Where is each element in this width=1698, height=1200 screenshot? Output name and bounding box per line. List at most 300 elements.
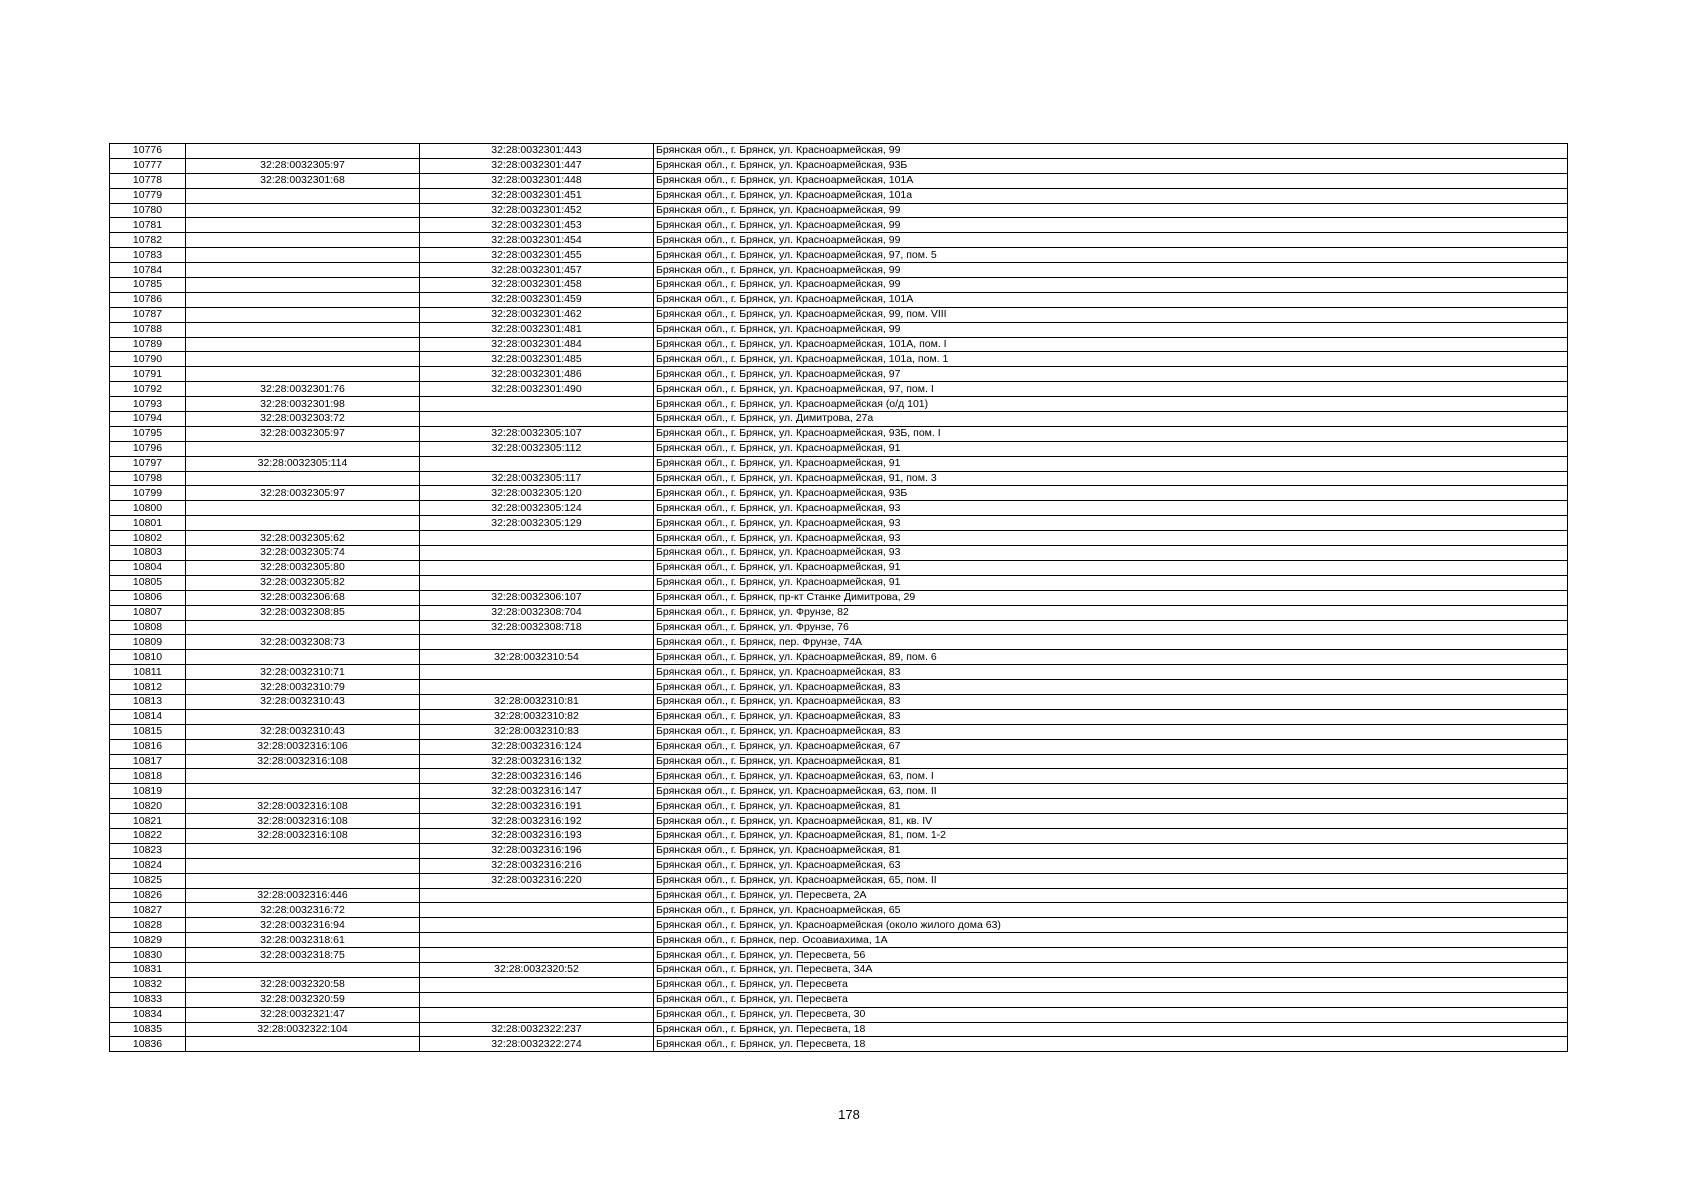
address-cell: Брянская обл., г. Брянск, ул. Красноармейская, 67 (654, 739, 1568, 754)
table-row (110, 203, 1568, 218)
object-cadastral-number-cell: 32:28:0032301:443 (420, 144, 654, 159)
object-cadastral-number-cell (420, 933, 654, 948)
object-cadastral-number-cell: 32:28:0032305:112 (420, 441, 654, 456)
row-number-cell: 10794 (110, 412, 186, 427)
address-cell: Брянская обл., г. Брянск, ул. Красноармейская, 97, пом. 5 (654, 248, 1568, 263)
object-cadastral-number-cell: 32:28:0032301:462 (420, 307, 654, 322)
address-cell: Брянская обл., г. Брянск, ул. Красноармейская, 99 (654, 218, 1568, 233)
row-number-cell: 10798 (110, 471, 186, 486)
land-cadastral-number-cell (186, 709, 420, 724)
address-cell: Брянская обл., г. Брянск, ул. Пересвета, 18 (654, 1037, 1568, 1052)
address-cell: Брянская обл., г. Брянск, ул. Красноармейская, 93Б (654, 486, 1568, 501)
table-row (110, 218, 1568, 233)
object-cadastral-number-cell (420, 977, 654, 992)
land-cadastral-number-cell (186, 278, 420, 293)
row-number-cell: 10824 (110, 858, 186, 873)
object-cadastral-number-cell: 32:28:0032308:704 (420, 605, 654, 620)
land-cadastral-number-cell: 32:28:0032305:97 (186, 158, 420, 173)
table-row (110, 977, 1568, 992)
row-number-cell: 10799 (110, 486, 186, 501)
land-cadastral-number-cell (186, 873, 420, 888)
object-cadastral-number-cell (420, 412, 654, 427)
table-row (110, 337, 1568, 352)
row-number-cell: 10789 (110, 337, 186, 352)
row-number-cell: 10780 (110, 203, 186, 218)
address-cell: Брянская обл., г. Брянск, ул. Красноармейская, 97, пом. I (654, 382, 1568, 397)
address-cell: Брянская обл., г. Брянск, ул. Красноармейская, 81 (654, 843, 1568, 858)
object-cadastral-number-cell: 32:28:0032316:191 (420, 799, 654, 814)
land-cadastral-number-cell (186, 650, 420, 665)
land-cadastral-number-cell: 32:28:0032316:446 (186, 888, 420, 903)
address-cell: Брянская обл., г. Брянск, ул. Фрунзе, 76 (654, 620, 1568, 635)
object-cadastral-number-cell: 32:28:0032301:451 (420, 188, 654, 203)
address-cell: Брянская обл., г. Брянск, ул. Красноармейская, 65, пом. II (654, 873, 1568, 888)
object-cadastral-number-cell: 32:28:0032310:83 (420, 724, 654, 739)
object-cadastral-number-cell: 32:28:0032301:455 (420, 248, 654, 263)
table-row (110, 471, 1568, 486)
row-number-cell: 10826 (110, 888, 186, 903)
land-cadastral-number-cell: 32:28:0032301:68 (186, 173, 420, 188)
row-number-cell: 10777 (110, 158, 186, 173)
row-number-cell: 10835 (110, 1022, 186, 1037)
table-row (110, 694, 1568, 709)
object-cadastral-number-cell (420, 918, 654, 933)
land-cadastral-number-cell: 32:28:0032305:62 (186, 531, 420, 546)
table-row (110, 426, 1568, 441)
object-cadastral-number-cell: 32:28:0032316:147 (420, 784, 654, 799)
row-number-cell: 10804 (110, 560, 186, 575)
row-number-cell: 10808 (110, 620, 186, 635)
row-number-cell: 10787 (110, 307, 186, 322)
address-cell: Брянская обл., г. Брянск, ул. Красноармейская, 83 (654, 724, 1568, 739)
land-cadastral-number-cell (186, 233, 420, 248)
land-cadastral-number-cell (186, 307, 420, 322)
row-number-cell: 10815 (110, 724, 186, 739)
row-number-cell: 10802 (110, 531, 186, 546)
object-cadastral-number-cell: 32:28:0032320:52 (420, 962, 654, 977)
table-row (110, 173, 1568, 188)
table-row (110, 799, 1568, 814)
address-cell: Брянская обл., г. Брянск, ул. Красноармейская (около жилого дома 63) (654, 918, 1568, 933)
row-number-cell: 10811 (110, 665, 186, 680)
address-cell: Брянская обл., г. Брянск, ул. Красноармейская, 93Б (654, 158, 1568, 173)
address-cell: Брянская обл., г. Брянск, ул. Красноармейская, 93 (654, 516, 1568, 531)
land-cadastral-number-cell: 32:28:0032316:72 (186, 903, 420, 918)
object-cadastral-number-cell: 32:28:0032305:120 (420, 486, 654, 501)
address-cell: Брянская обл., г. Брянск, ул. Красноармейская, 91, пом. 3 (654, 471, 1568, 486)
table-row (110, 620, 1568, 635)
row-number-cell: 10829 (110, 933, 186, 948)
row-number-cell: 10806 (110, 590, 186, 605)
address-cell: Брянская обл., г. Брянск, ул. Красноармейская, 99 (654, 203, 1568, 218)
address-cell: Брянская обл., г. Брянск, ул. Красноармейская, 91 (654, 560, 1568, 575)
row-number-cell: 10832 (110, 977, 186, 992)
address-cell: Брянская обл., г. Брянск, ул. Фрунзе, 82 (654, 605, 1568, 620)
land-cadastral-number-cell: 32:28:0032308:85 (186, 605, 420, 620)
registry-table-body (110, 144, 1568, 1052)
address-cell: Брянская обл., г. Брянск, ул. Красноармейская, 99 (654, 322, 1568, 337)
table-row (110, 680, 1568, 695)
row-number-cell: 10776 (110, 144, 186, 159)
land-cadastral-number-cell: 32:28:0032320:58 (186, 977, 420, 992)
object-cadastral-number-cell: 32:28:0032308:718 (420, 620, 654, 635)
table-row (110, 724, 1568, 739)
address-cell: Брянская обл., г. Брянск, ул. Пересвета, 34А (654, 962, 1568, 977)
object-cadastral-number-cell (420, 1007, 654, 1022)
object-cadastral-number-cell: 32:28:0032301:486 (420, 367, 654, 382)
object-cadastral-number-cell: 32:28:0032322:274 (420, 1037, 654, 1052)
table-row (110, 263, 1568, 278)
object-cadastral-number-cell: 32:28:0032305:129 (420, 516, 654, 531)
row-number-cell: 10778 (110, 173, 186, 188)
table-row (110, 903, 1568, 918)
table-row (110, 1037, 1568, 1052)
address-cell: Брянская обл., г. Брянск, ул. Красноармейская, 101А (654, 292, 1568, 307)
land-cadastral-number-cell: 32:28:0032321:47 (186, 1007, 420, 1022)
land-cadastral-number-cell: 32:28:0032310:71 (186, 665, 420, 680)
table-row (110, 992, 1568, 1007)
land-cadastral-number-cell (186, 441, 420, 456)
land-cadastral-number-cell: 32:28:0032316:108 (186, 828, 420, 843)
land-cadastral-number-cell (186, 516, 420, 531)
row-number-cell: 10795 (110, 426, 186, 441)
address-cell: Брянская обл., г. Брянск, ул. Красноармейская, 99 (654, 263, 1568, 278)
row-number-cell: 10822 (110, 828, 186, 843)
object-cadastral-number-cell: 32:28:0032301:447 (420, 158, 654, 173)
object-cadastral-number-cell (420, 903, 654, 918)
land-cadastral-number-cell (186, 337, 420, 352)
table-row (110, 546, 1568, 561)
land-cadastral-number-cell: 32:28:0032306:68 (186, 590, 420, 605)
land-cadastral-number-cell (186, 962, 420, 977)
table-row (110, 843, 1568, 858)
object-cadastral-number-cell: 32:28:0032301:454 (420, 233, 654, 248)
table-row (110, 233, 1568, 248)
land-cadastral-number-cell (186, 620, 420, 635)
table-row (110, 307, 1568, 322)
object-cadastral-number-cell (420, 560, 654, 575)
land-cadastral-number-cell (186, 784, 420, 799)
row-number-cell: 10785 (110, 278, 186, 293)
address-cell: Брянская обл., г. Брянск, ул. Пересвета, 30 (654, 1007, 1568, 1022)
table-row (110, 873, 1568, 888)
table-row (110, 248, 1568, 263)
address-cell: Брянская обл., г. Брянск, ул. Красноармейская, 83 (654, 680, 1568, 695)
land-cadastral-number-cell: 32:28:0032303:72 (186, 412, 420, 427)
object-cadastral-number-cell (420, 635, 654, 650)
table-row (110, 397, 1568, 412)
row-number-cell: 10784 (110, 263, 186, 278)
row-number-cell: 10809 (110, 635, 186, 650)
object-cadastral-number-cell (420, 531, 654, 546)
land-cadastral-number-cell: 32:28:0032305:114 (186, 456, 420, 471)
object-cadastral-number-cell: 32:28:0032316:196 (420, 843, 654, 858)
table-row (110, 605, 1568, 620)
table-row (110, 784, 1568, 799)
address-cell: Брянская обл., г. Брянск, пер. Фрунзе, 74А (654, 635, 1568, 650)
object-cadastral-number-cell: 32:28:0032301:490 (420, 382, 654, 397)
address-cell: Брянская обл., г. Брянск, ул. Пересвета, 18 (654, 1022, 1568, 1037)
object-cadastral-number-cell: 32:28:0032316:216 (420, 858, 654, 873)
table-row (110, 918, 1568, 933)
object-cadastral-number-cell: 32:28:0032301:484 (420, 337, 654, 352)
page-number: 178 (838, 1107, 860, 1122)
address-cell: Брянская обл., г. Брянск, ул. Красноармейская, 81, кв. IV (654, 814, 1568, 829)
land-cadastral-number-cell (186, 352, 420, 367)
address-cell: Брянская обл., г. Брянск, ул. Пересвета, 56 (654, 948, 1568, 963)
object-cadastral-number-cell (420, 665, 654, 680)
table-row (110, 650, 1568, 665)
object-cadastral-number-cell (420, 397, 654, 412)
table-row (110, 441, 1568, 456)
land-cadastral-number-cell: 32:28:0032305:74 (186, 546, 420, 561)
row-number-cell: 10813 (110, 694, 186, 709)
registry-table (109, 143, 1568, 1052)
land-cadastral-number-cell: 32:28:0032305:82 (186, 575, 420, 590)
address-cell: Брянская обл., г. Брянск, ул. Красноармейская, 63 (654, 858, 1568, 873)
table-row (110, 501, 1568, 516)
table-row (110, 709, 1568, 724)
row-number-cell: 10810 (110, 650, 186, 665)
object-cadastral-number-cell: 32:28:0032316:132 (420, 754, 654, 769)
address-cell: Брянская обл., г. Брянск, ул. Пересвета (654, 977, 1568, 992)
row-number-cell: 10821 (110, 814, 186, 829)
object-cadastral-number-cell: 32:28:0032301:459 (420, 292, 654, 307)
row-number-cell: 10817 (110, 754, 186, 769)
object-cadastral-number-cell: 32:28:0032316:193 (420, 828, 654, 843)
table-row (110, 531, 1568, 546)
land-cadastral-number-cell: 32:28:0032301:98 (186, 397, 420, 412)
object-cadastral-number-cell (420, 546, 654, 561)
table-row (110, 635, 1568, 650)
land-cadastral-number-cell: 32:28:0032316:106 (186, 739, 420, 754)
row-number-cell: 10805 (110, 575, 186, 590)
table-row (110, 158, 1568, 173)
table-row (110, 188, 1568, 203)
table-row (110, 590, 1568, 605)
row-number-cell: 10816 (110, 739, 186, 754)
object-cadastral-number-cell (420, 456, 654, 471)
object-cadastral-number-cell: 32:28:0032305:107 (420, 426, 654, 441)
address-cell: Брянская обл., г. Брянск, ул. Красноармейская, 83 (654, 709, 1568, 724)
row-number-cell: 10783 (110, 248, 186, 263)
land-cadastral-number-cell (186, 858, 420, 873)
row-number-cell: 10796 (110, 441, 186, 456)
address-cell: Брянская обл., г. Брянск, ул. Пересвета, 2А (654, 888, 1568, 903)
address-cell: Брянская обл., г. Брянск, ул. Красноармейская, 101А, пом. I (654, 337, 1568, 352)
object-cadastral-number-cell: 32:28:0032310:54 (420, 650, 654, 665)
land-cadastral-number-cell: 32:28:0032320:59 (186, 992, 420, 1007)
row-number-cell: 10818 (110, 769, 186, 784)
object-cadastral-number-cell (420, 888, 654, 903)
table-row (110, 858, 1568, 873)
row-number-cell: 10814 (110, 709, 186, 724)
address-cell: Брянская обл., г. Брянск, пер. Осоавиахима, 1А (654, 933, 1568, 948)
address-cell: Брянская обл., г. Брянск, ул. Красноармейская, 89, пом. 6 (654, 650, 1568, 665)
land-cadastral-number-cell (186, 292, 420, 307)
table-row (110, 516, 1568, 531)
address-cell: Брянская обл., г. Брянск, ул. Красноармейская (о/д 101) (654, 397, 1568, 412)
row-number-cell: 10830 (110, 948, 186, 963)
address-cell: Брянская обл., г. Брянск, ул. Красноармейская, 65 (654, 903, 1568, 918)
address-cell: Брянская обл., г. Брянск, ул. Красноармейская, 81, пом. 1-2 (654, 828, 1568, 843)
object-cadastral-number-cell (420, 992, 654, 1007)
land-cadastral-number-cell (186, 322, 420, 337)
address-cell: Брянская обл., г. Брянск, ул. Красноармейская, 83 (654, 665, 1568, 680)
land-cadastral-number-cell: 32:28:0032322:104 (186, 1022, 420, 1037)
address-cell: Брянская обл., г. Брянск, ул. Красноармейская, 91 (654, 575, 1568, 590)
address-cell: Брянская обл., г. Брянск, пр-кт Станке Димитрова, 29 (654, 590, 1568, 605)
address-cell: Брянская обл., г. Брянск, ул. Красноармейская, 63, пом. I (654, 769, 1568, 784)
table-row (110, 828, 1568, 843)
table-row (110, 1007, 1568, 1022)
table-row (110, 412, 1568, 427)
row-number-cell: 10828 (110, 918, 186, 933)
land-cadastral-number-cell (186, 501, 420, 516)
row-number-cell: 10834 (110, 1007, 186, 1022)
address-cell: Брянская обл., г. Брянск, ул. Красноармейская, 101а, пом. 1 (654, 352, 1568, 367)
table-row (110, 888, 1568, 903)
object-cadastral-number-cell: 32:28:0032301:481 (420, 322, 654, 337)
land-cadastral-number-cell: 32:28:0032310:43 (186, 724, 420, 739)
row-number-cell: 10836 (110, 1037, 186, 1052)
row-number-cell: 10790 (110, 352, 186, 367)
row-number-cell: 10831 (110, 962, 186, 977)
address-cell: Брянская обл., г. Брянск, ул. Пересвета (654, 992, 1568, 1007)
row-number-cell: 10797 (110, 456, 186, 471)
address-cell: Брянская обл., г. Брянск, ул. Красноармейская, 91 (654, 456, 1568, 471)
object-cadastral-number-cell: 32:28:0032316:192 (420, 814, 654, 829)
address-cell: Брянская обл., г. Брянск, ул. Красноармейская, 99 (654, 144, 1568, 159)
land-cadastral-number-cell: 32:28:0032310:79 (186, 680, 420, 695)
row-number-cell: 10833 (110, 992, 186, 1007)
object-cadastral-number-cell: 32:28:0032305:124 (420, 501, 654, 516)
address-cell: Брянская обл., г. Брянск, ул. Красноармейская, 99, пом. VIII (654, 307, 1568, 322)
object-cadastral-number-cell (420, 680, 654, 695)
row-number-cell: 10779 (110, 188, 186, 203)
table-row (110, 1022, 1568, 1037)
address-cell: Брянская обл., г. Брянск, ул. Красноармейская, 99 (654, 233, 1568, 248)
address-cell: Брянская обл., г. Брянск, ул. Красноармейская, 93 (654, 546, 1568, 561)
table-row (110, 933, 1568, 948)
row-number-cell: 10803 (110, 546, 186, 561)
row-number-cell: 10801 (110, 516, 186, 531)
land-cadastral-number-cell (186, 1037, 420, 1052)
row-number-cell: 10792 (110, 382, 186, 397)
table-row (110, 278, 1568, 293)
object-cadastral-number-cell: 32:28:0032310:82 (420, 709, 654, 724)
table-row (110, 486, 1568, 501)
row-number-cell: 10781 (110, 218, 186, 233)
land-cadastral-number-cell (186, 203, 420, 218)
address-cell: Брянская обл., г. Брянск, ул. Димитрова, 27а (654, 412, 1568, 427)
table-row (110, 382, 1568, 397)
row-number-cell: 10793 (110, 397, 186, 412)
address-cell: Брянская обл., г. Брянск, ул. Красноармейская, 97 (654, 367, 1568, 382)
land-cadastral-number-cell (186, 263, 420, 278)
object-cadastral-number-cell: 32:28:0032301:458 (420, 278, 654, 293)
object-cadastral-number-cell: 32:28:0032316:124 (420, 739, 654, 754)
land-cadastral-number-cell (186, 218, 420, 233)
table-row (110, 352, 1568, 367)
object-cadastral-number-cell: 32:28:0032310:81 (420, 694, 654, 709)
row-number-cell: 10820 (110, 799, 186, 814)
object-cadastral-number-cell: 32:28:0032301:453 (420, 218, 654, 233)
land-cadastral-number-cell: 32:28:0032301:76 (186, 382, 420, 397)
object-cadastral-number-cell: 32:28:0032316:220 (420, 873, 654, 888)
address-cell: Брянская обл., г. Брянск, ул. Красноармейская, 81 (654, 799, 1568, 814)
row-number-cell: 10823 (110, 843, 186, 858)
land-cadastral-number-cell: 32:28:0032308:73 (186, 635, 420, 650)
row-number-cell: 10786 (110, 292, 186, 307)
address-cell: Брянская обл., г. Брянск, ул. Красноармейская, 93 (654, 531, 1568, 546)
table-row (110, 575, 1568, 590)
row-number-cell: 10788 (110, 322, 186, 337)
object-cadastral-number-cell: 32:28:0032316:146 (420, 769, 654, 784)
table-row (110, 144, 1568, 159)
object-cadastral-number-cell (420, 575, 654, 590)
table-row (110, 292, 1568, 307)
table-row (110, 962, 1568, 977)
land-cadastral-number-cell (186, 367, 420, 382)
land-cadastral-number-cell: 32:28:0032305:80 (186, 560, 420, 575)
land-cadastral-number-cell: 32:28:0032310:43 (186, 694, 420, 709)
table-row (110, 560, 1568, 575)
address-cell: Брянская обл., г. Брянск, ул. Красноармейская, 93 (654, 501, 1568, 516)
land-cadastral-number-cell (186, 769, 420, 784)
row-number-cell: 10791 (110, 367, 186, 382)
object-cadastral-number-cell (420, 948, 654, 963)
table-row (110, 769, 1568, 784)
table-row (110, 665, 1568, 680)
table-row (110, 814, 1568, 829)
land-cadastral-number-cell (186, 843, 420, 858)
land-cadastral-number-cell: 32:28:0032305:97 (186, 426, 420, 441)
land-cadastral-number-cell (186, 144, 420, 159)
address-cell: Брянская обл., г. Брянск, ул. Красноармейская, 99 (654, 278, 1568, 293)
land-cadastral-number-cell (186, 248, 420, 263)
row-number-cell: 10800 (110, 501, 186, 516)
object-cadastral-number-cell: 32:28:0032301:448 (420, 173, 654, 188)
address-cell: Брянская обл., г. Брянск, ул. Красноармейская, 81 (654, 754, 1568, 769)
address-cell: Брянская обл., г. Брянск, ул. Красноармейская, 101а (654, 188, 1568, 203)
land-cadastral-number-cell (186, 471, 420, 486)
row-number-cell: 10819 (110, 784, 186, 799)
table-row (110, 754, 1568, 769)
address-cell: Брянская обл., г. Брянск, ул. Красноармейская, 91 (654, 441, 1568, 456)
object-cadastral-number-cell: 32:28:0032301:452 (420, 203, 654, 218)
object-cadastral-number-cell: 32:28:0032301:457 (420, 263, 654, 278)
row-number-cell: 10782 (110, 233, 186, 248)
row-number-cell: 10812 (110, 680, 186, 695)
object-cadastral-number-cell: 32:28:0032306:107 (420, 590, 654, 605)
object-cadastral-number-cell: 32:28:0032322:237 (420, 1022, 654, 1037)
land-cadastral-number-cell: 32:28:0032316:108 (186, 814, 420, 829)
land-cadastral-number-cell (186, 188, 420, 203)
land-cadastral-number-cell: 32:28:0032316:108 (186, 754, 420, 769)
land-cadastral-number-cell: 32:28:0032316:94 (186, 918, 420, 933)
land-cadastral-number-cell: 32:28:0032318:75 (186, 948, 420, 963)
object-cadastral-number-cell: 32:28:0032305:117 (420, 471, 654, 486)
address-cell: Брянская обл., г. Брянск, ул. Красноармейская, 93Б, пом. I (654, 426, 1568, 441)
row-number-cell: 10807 (110, 605, 186, 620)
land-cadastral-number-cell: 32:28:0032316:108 (186, 799, 420, 814)
table-row (110, 322, 1568, 337)
table-row (110, 739, 1568, 754)
table-row (110, 948, 1568, 963)
table-row (110, 456, 1568, 471)
row-number-cell: 10827 (110, 903, 186, 918)
